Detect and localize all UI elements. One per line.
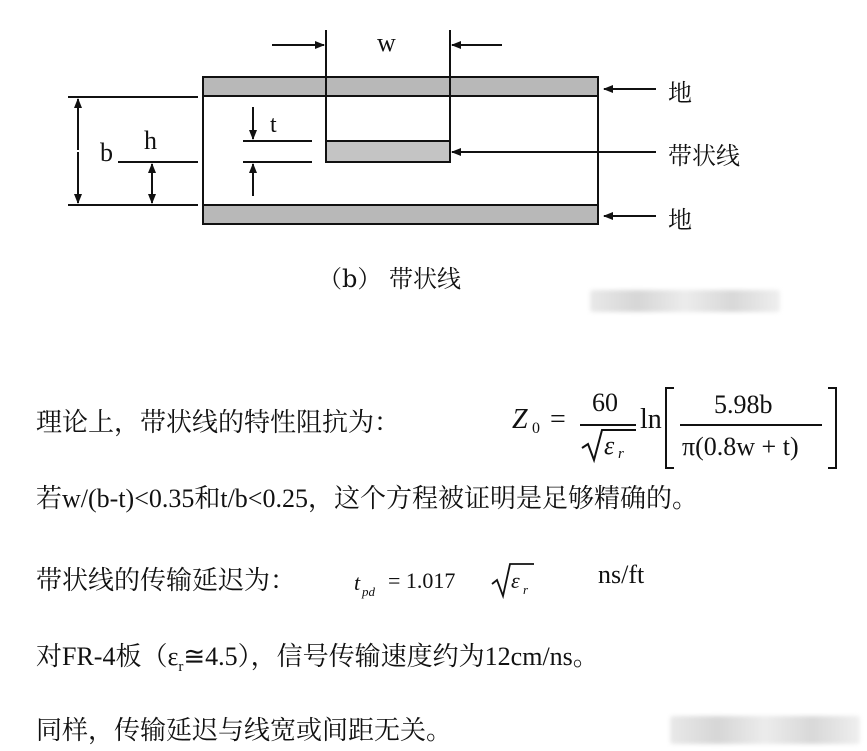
tpd-root-epsilon: ε bbox=[511, 568, 520, 593]
label-w: w bbox=[377, 28, 396, 57]
fr4-sub: r bbox=[178, 659, 184, 676]
z0-equals: = bbox=[550, 404, 566, 435]
z0-fraction-bar bbox=[580, 424, 636, 426]
formula-z0 bbox=[512, 382, 842, 472]
formula-tpd bbox=[354, 560, 554, 610]
z0-inner-numerator: 5.98b bbox=[714, 390, 773, 419]
label-ground-bottom: 地 bbox=[668, 206, 692, 234]
tpd-lhs-sub: pd bbox=[362, 584, 375, 599]
z0-numerator: 60 bbox=[592, 388, 618, 417]
ground-plane-bottom bbox=[203, 205, 598, 224]
label-b: b bbox=[100, 138, 113, 167]
text-line-impedance: 理论上，带状线的特性阻抗为： bbox=[36, 408, 401, 437]
label-h: h bbox=[144, 126, 157, 155]
tpd-root-sub: r bbox=[523, 582, 529, 597]
tpd-lhs: t bbox=[354, 570, 361, 595]
text-line-independence: 同样，传输延迟与线宽或间距无关。 bbox=[36, 716, 453, 745]
z0-inner-fraction-bar bbox=[680, 424, 822, 426]
fr4-suffix: ≅4.5），信号传输速度约为12cm/ns。 bbox=[183, 642, 599, 671]
text-unit-ns-ft: ns/ft bbox=[598, 560, 645, 589]
label-t: t bbox=[270, 112, 277, 138]
z0-inner-denominator: π(0.8w + t) bbox=[682, 432, 799, 461]
z0-den-epsilon: ε bbox=[604, 431, 615, 460]
strip-conductor bbox=[326, 141, 450, 162]
label-ground-top: 地 bbox=[668, 79, 692, 107]
label-stripline: 带状线 bbox=[668, 142, 740, 170]
text-line-delay: 带状线的传输延迟为： bbox=[36, 566, 297, 595]
z0-lhs-sub: 0 bbox=[532, 420, 540, 437]
text-line-accuracy: 若w/(b-t)<0.35和t/b<0.25，这个方程被证明是足够精确的。 bbox=[36, 484, 698, 513]
ground-plane-top bbox=[203, 77, 598, 96]
z0-den-sub: r bbox=[618, 446, 624, 462]
figure-caption: （b） 带状线 bbox=[318, 265, 461, 293]
watermark-bottom bbox=[670, 716, 860, 744]
tpd-equals-coef: = 1.017 bbox=[388, 568, 456, 593]
fr4-prefix: 对FR-4板（ε bbox=[36, 642, 179, 671]
z0-ln: ln bbox=[640, 404, 662, 435]
watermark-top bbox=[590, 290, 780, 312]
text-line-fr4 bbox=[36, 636, 599, 676]
z0-lhs: Z bbox=[512, 404, 528, 435]
